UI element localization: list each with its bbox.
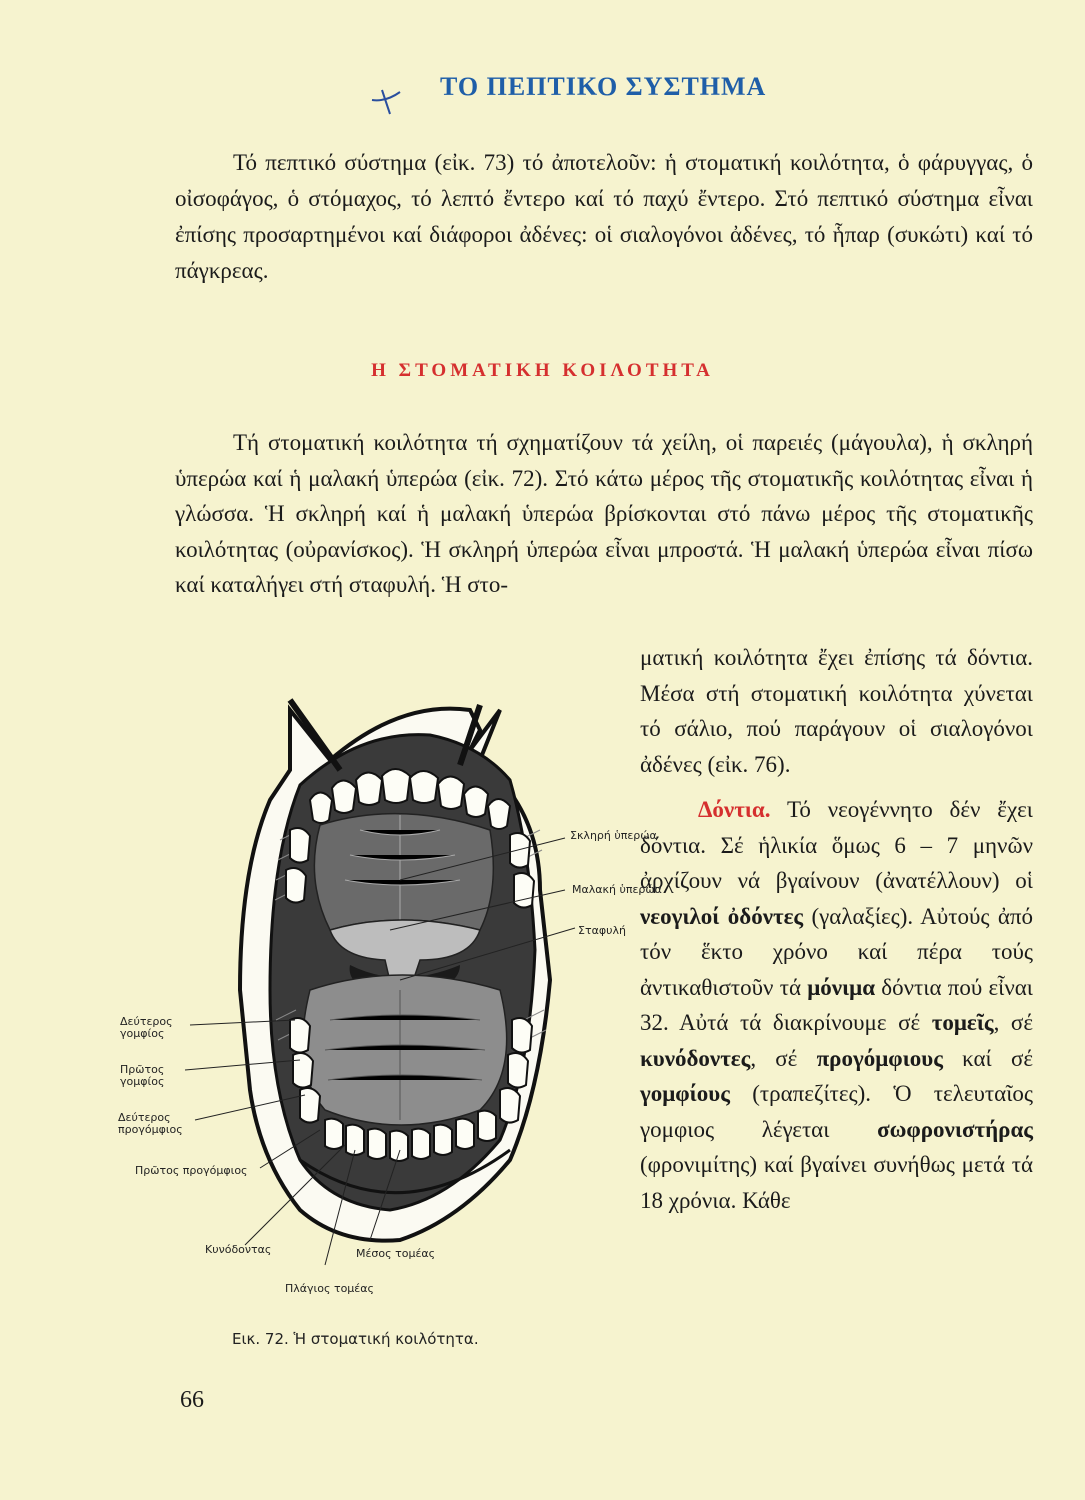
- term-canines: κυνόδοντες: [640, 1045, 751, 1071]
- label-first-premolar: Πρῶτος προγόμφιος: [135, 1164, 248, 1177]
- term-incisors: τομεῖς: [931, 1010, 994, 1035]
- section-paragraph: Τή στοματική κοιλότητα τή σχηματίζουν τά χείλη, οἱ παρειές (μάγουλα), ἡ σκληρή ὑπερώα καί ἡ μαλακή ὑπερώα (εἰκ. 72). Στό κάτω μέρος τῆς στοματικῆς κοιλότητας εἶναι ἡ γλώσσα. Ἡ σκληρή καί ἡ μαλακή ὑπερώα βρίσκονται στό πάνω μέρος τῆς στοματικῆς κοιλότητας (οὐρανίσκος). Ἡ σκληρή ὑπερώα εἶναι μπροστά. Ἡ μαλακή ὑπερώα εἶναι πίσω καί καταλήγει στή σταφυλή. Ἡ στο-: [175, 430, 1033, 597]
- teeth-text: Τό νεογέννητο δέν ἔχει δόντια. Σέ ἡλικία ὅμως 6 – 7 μηνῶν ἀρχίζουν νά βγαίνουν (ἀνατέλλουν) οἱ: [640, 797, 1033, 893]
- teeth-text: καί σέ: [942, 1045, 1034, 1071]
- teeth-text: (τραπεζίτες). Ὁ τελευταῖος γομφιος λέγεται: [640, 1081, 1033, 1142]
- teeth-text: (φρονιμίτης) καί βγαίνει συνήθως μετά τά 18 χρόνια. Κάθε: [640, 1152, 1033, 1213]
- label-soft-palate: Μαλακή ὑπερώα: [572, 883, 662, 896]
- chapter-title: ΤΟ ΠΕΠΤΙΚΟ ΣΥΣΤΗΜΑ: [440, 72, 767, 101]
- pen-mark-icon: [366, 80, 406, 120]
- term-molars: γομφίους: [640, 1081, 730, 1106]
- intro-paragraph: Τό πεπτικό σύστημα (εἰκ. 73) τό ἀποτελοῦν: ἡ στοματική κοιλότητα, ὁ φάρυγγας, ὁ οἰσοφάγος, ὁ στόμαχος, τό λεπτό ἔντερο καί τό παχύ ἔντερο. Στό πεπτικό σύστημα εἶναι ἐπίσης προσαρτημένοι καί διάφοροι ἀδένες: οἱ σιαλογόνοι ἀδένες, τό ἧπαρ (συκώτι) καί τό πάγκρεας.: [175, 150, 1033, 283]
- teeth-text: (γαλαξίες). Αὐτούς ἀπό τόν ἕκτο χρόνο καί πέρα τούς ἀντικαθιστοῦν τά: [640, 903, 1033, 1000]
- intro-text: [175, 145, 1033, 289]
- label-hard-palate: Σκληρή ὑπερώα: [570, 829, 657, 842]
- label-first-molar: Πρῶτος γομφίος: [120, 1063, 165, 1088]
- label-lateral-incisor: Πλάγιος τομέας: [285, 1282, 374, 1295]
- label-central-incisor: Μέσος τομέας: [356, 1247, 436, 1260]
- column-text: [640, 640, 1033, 1218]
- label-second-premolar: Δεύτερος προγόμφιος: [118, 1111, 183, 1136]
- term-premolars: προγόμφιους: [816, 1045, 943, 1071]
- teeth-paragraph: [640, 792, 1033, 1218]
- teeth-text: , σέ: [750, 1045, 817, 1071]
- section-text: [175, 425, 1033, 603]
- figure-caption: Εικ. 72. Ἡ στοματική κοιλότητα.: [232, 1330, 479, 1348]
- column-paragraph: ματική κοιλότητα ἔχει ἐπίσης τά δόντια. Μέσα στή στοματική κοιλότητα χύνεται τό σάλιο, πού παράγουν οἱ σιαλογόνοι ἀδένες (εἰκ. 76).: [640, 645, 1033, 777]
- teeth-text: δόντια πού εἶναι 32. Αὐτά τά διακρίνουμε σέ: [640, 974, 1033, 1035]
- term-permanent: μόνιμα: [807, 974, 876, 1000]
- label-canine: Κυνόδοντας: [205, 1243, 272, 1256]
- teeth-text: , σέ: [993, 1010, 1033, 1035]
- label-second-molar: Δεύτερος γομφίος: [120, 1015, 173, 1040]
- term-wisdom-tooth: σωφρονιστήρας: [877, 1116, 1033, 1142]
- label-uvula: Σταφυλή: [578, 924, 626, 937]
- section-heading: Η ΣΤΟΜΑΤΙΚΗ ΚΟΙΛΟΤΗΤΑ: [371, 360, 714, 381]
- teeth-heading: Δόντια.: [698, 797, 771, 822]
- term-milk-teeth: νεογιλοί ὀδόντες: [640, 903, 804, 929]
- page-number: 66: [180, 1387, 204, 1413]
